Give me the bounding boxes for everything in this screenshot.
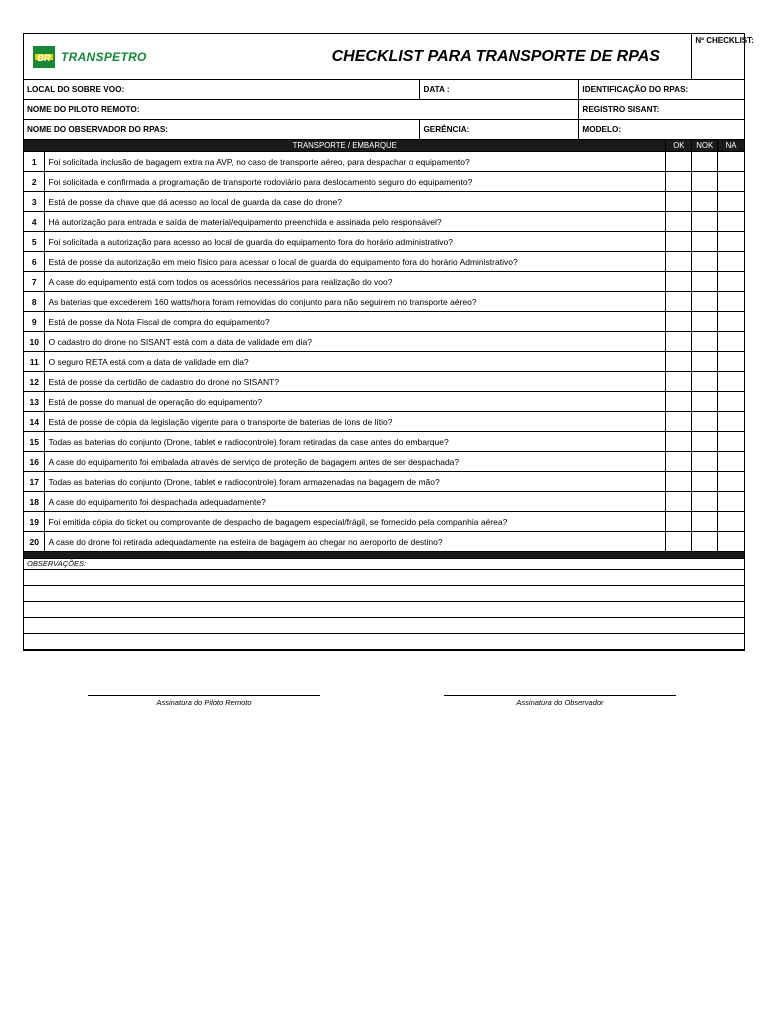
ok-checkbox[interactable]: [666, 232, 692, 252]
nok-checkbox[interactable]: [692, 432, 718, 452]
question-text: Está de posse de cópia da legislação vigente para o transporte de baterias de íons de lítio?: [45, 412, 666, 432]
question-number: 4: [24, 212, 45, 232]
table-row: [24, 352, 745, 372]
observacoes-label-row: [24, 559, 745, 570]
info-row-2: [24, 100, 745, 120]
na-checkbox[interactable]: [718, 192, 745, 212]
na-checkbox[interactable]: [718, 312, 745, 332]
transpetro-logo: [33, 46, 326, 68]
ok-checkbox[interactable]: [666, 492, 692, 512]
question-text: Foi solicitada e confirmada a programação de transporte rodoviário para deslocamento seguro do equipamento?: [45, 172, 666, 192]
nok-checkbox[interactable]: [692, 272, 718, 292]
info-row-3: [24, 120, 745, 140]
question-number: 10: [24, 332, 45, 352]
observacoes-line[interactable]: [24, 618, 745, 634]
nok-checkbox[interactable]: [692, 252, 718, 272]
table-row: [24, 452, 745, 472]
ok-header: OK: [666, 140, 692, 152]
question-text: Está de posse da Nota Fiscal de compra do equipamento?: [45, 312, 666, 332]
question-text: O seguro RETA está com a data de validade em dia?: [45, 352, 666, 372]
na-checkbox[interactable]: [718, 332, 745, 352]
na-checkbox[interactable]: [718, 292, 745, 312]
na-checkbox[interactable]: [718, 432, 745, 452]
logo-cell: [24, 34, 329, 80]
nok-checkbox[interactable]: [692, 372, 718, 392]
na-checkbox[interactable]: [718, 152, 745, 172]
nok-checkbox[interactable]: [692, 152, 718, 172]
question-number: 5: [24, 232, 45, 252]
table-row: [24, 432, 745, 452]
question-number: 16: [24, 452, 45, 472]
checklist-number-field[interactable]: Nº CHECKLIST:: [692, 34, 745, 80]
table-row: [24, 192, 745, 212]
na-checkbox[interactable]: [718, 352, 745, 372]
question-text: Foi solicitada inclusão de bagagem extra na AVP, no caso de transporte aéreo, para despachar o equipamento?: [45, 152, 666, 172]
question-text: A case do equipamento está com todos os acessórios necessários para realização do voo?: [45, 272, 666, 292]
ok-checkbox[interactable]: [666, 272, 692, 292]
question-text: Está de posse da certidão de cadastro do drone no SISANT?: [45, 372, 666, 392]
table-row: [24, 312, 745, 332]
logo-text: TRANSPETRO: [61, 49, 147, 64]
ok-checkbox[interactable]: [666, 252, 692, 272]
na-checkbox[interactable]: [718, 232, 745, 252]
question-text: Está de posse da chave que dá acesso ao local de guarda da case do drone?: [45, 192, 666, 212]
table-row: [24, 512, 745, 532]
table-row: [24, 172, 745, 192]
gerencia-field[interactable]: GERÊNCIA:: [420, 120, 579, 140]
table-row: [24, 292, 745, 312]
table-row: [24, 492, 745, 512]
na-checkbox[interactable]: [718, 472, 745, 492]
ok-checkbox[interactable]: [666, 292, 692, 312]
piloto-field[interactable]: NOME DO PILOTO REMOTO:: [24, 100, 579, 120]
section-title: TRANSPORTE / EMBARQUE: [24, 140, 666, 152]
question-text: Todas as baterias do conjunto (Drone, tablet e radiocontrole) foram armazenadas na bagagem de mão?: [45, 472, 666, 492]
question-text: Todas as baterias do conjunto (Drone, tablet e radiocontrole) foram retiradas da case antes do embarque?: [45, 432, 666, 452]
table-row: [24, 272, 745, 292]
nok-checkbox[interactable]: [692, 452, 718, 472]
question-number: 3: [24, 192, 45, 212]
observacoes-label: OBSERVAÇÕES:: [24, 559, 745, 570]
registro-field[interactable]: REGISTRO SISANT:: [579, 100, 745, 120]
question-text: Foi solicitada a autorização para acesso ao local de guarda do equipamento fora do horário administrativo?: [45, 232, 666, 252]
ok-checkbox[interactable]: [666, 372, 692, 392]
ok-checkbox[interactable]: [666, 412, 692, 432]
svg-text:BR: BR: [37, 52, 51, 63]
table-row: [24, 372, 745, 392]
table-row: [24, 332, 745, 352]
question-text: A case do equipamento foi embalada através de serviço de proteção de bagagem antes de ser despachada?: [45, 452, 666, 472]
signature-piloto: Assinatura do Piloto Remoto: [88, 695, 320, 707]
na-checkbox[interactable]: [718, 412, 745, 432]
question-number: 20: [24, 532, 45, 552]
question-text: A case do equipamento foi despachada adequadamente?: [45, 492, 666, 512]
question-number: 2: [24, 172, 45, 192]
table-row: [24, 412, 745, 432]
observacoes-line[interactable]: [24, 586, 745, 602]
table-row: [24, 532, 745, 552]
info-row-1: [24, 80, 745, 100]
modelo-field[interactable]: MODELO:: [579, 120, 745, 140]
question-number: 15: [24, 432, 45, 452]
na-checkbox[interactable]: [718, 272, 745, 292]
question-text: Há autorização para entrada e saída de material/equipamento preenchida e assinada pelo responsável?: [45, 212, 666, 232]
question-number: 9: [24, 312, 45, 332]
question-text: O cadastro do drone no SISANT está com a data de validade em dia?: [45, 332, 666, 352]
question-text: Está de posse do manual de operação do equipamento?: [45, 392, 666, 412]
question-text: A case do drone foi retirada adequadamente na esteira de bagagem ao chegar no aeroporto de destino?: [45, 532, 666, 552]
table-row: [24, 392, 745, 412]
na-header: NA: [718, 140, 745, 152]
question-text: Está de posse da autorização em meio físico para acessar o local de guarda do equipamento fora do horário Administrativo?: [45, 252, 666, 272]
table-row: [24, 212, 745, 232]
local-field[interactable]: LOCAL DO SOBRE VOO:: [24, 80, 420, 100]
question-number: 8: [24, 292, 45, 312]
question-number: 19: [24, 512, 45, 532]
na-checkbox[interactable]: [718, 252, 745, 272]
ok-checkbox[interactable]: [666, 172, 692, 192]
na-checkbox[interactable]: [718, 212, 745, 232]
ok-checkbox[interactable]: [666, 212, 692, 232]
nok-checkbox[interactable]: [692, 292, 718, 312]
signature-observador: Assinatura do Observador: [444, 695, 676, 707]
na-checkbox[interactable]: [718, 532, 745, 552]
observacoes-line[interactable]: [24, 634, 745, 651]
question-number: 12: [24, 372, 45, 392]
question-number: 7: [24, 272, 45, 292]
question-number: 14: [24, 412, 45, 432]
br-logo-icon: [33, 46, 55, 68]
identificacao-field[interactable]: IDENTIFICAÇÃO DO RPAS:: [579, 80, 745, 100]
nok-checkbox[interactable]: [692, 172, 718, 192]
observador-field[interactable]: NOME DO OBSERVADOR DO RPAS:: [24, 120, 420, 140]
na-checkbox[interactable]: [718, 452, 745, 472]
question-number: 6: [24, 252, 45, 272]
question-number: 13: [24, 392, 45, 412]
nok-checkbox[interactable]: [692, 492, 718, 512]
nok-checkbox[interactable]: [692, 512, 718, 532]
observacoes-line[interactable]: [24, 602, 745, 618]
nok-checkbox[interactable]: [692, 332, 718, 352]
ok-checkbox[interactable]: [666, 312, 692, 332]
ok-checkbox[interactable]: [666, 452, 692, 472]
ok-checkbox[interactable]: [666, 352, 692, 372]
na-checkbox[interactable]: [718, 392, 745, 412]
nok-checkbox[interactable]: [692, 192, 718, 212]
nok-checkbox[interactable]: [692, 412, 718, 432]
page-title: CHECKLIST PARA TRANSPORTE DE RPAS: [329, 34, 692, 80]
observacoes-line[interactable]: [24, 570, 745, 586]
ok-checkbox[interactable]: [666, 532, 692, 552]
ok-checkbox[interactable]: [666, 332, 692, 352]
nok-checkbox[interactable]: [692, 472, 718, 492]
nok-checkbox[interactable]: [692, 232, 718, 252]
ok-checkbox[interactable]: [666, 472, 692, 492]
nok-checkbox[interactable]: [692, 392, 718, 412]
question-text: As baterias que excederem 160 watts/hora foram removidas do conjunto para não seguirem no transporte aéreo?: [45, 292, 666, 312]
nok-checkbox[interactable]: [692, 352, 718, 372]
data-field[interactable]: DATA :: [420, 80, 579, 100]
na-checkbox[interactable]: [718, 372, 745, 392]
na-checkbox[interactable]: [718, 492, 745, 512]
checklist-table: [23, 33, 754, 651]
na-checkbox[interactable]: [718, 172, 745, 192]
ok-checkbox[interactable]: [666, 432, 692, 452]
na-checkbox[interactable]: [718, 512, 745, 532]
nok-checkbox[interactable]: [692, 532, 718, 552]
ok-checkbox[interactable]: [666, 392, 692, 412]
question-number: 18: [24, 492, 45, 512]
nok-checkbox[interactable]: [692, 312, 718, 332]
checklist-sheet: [23, 33, 754, 651]
header-row: [24, 34, 745, 80]
nok-header: NOK: [692, 140, 718, 152]
ok-checkbox[interactable]: [666, 512, 692, 532]
section-header: [24, 140, 745, 152]
section-divider: [24, 552, 745, 559]
question-text: Foi emitida cópia do ticket ou comprovante de despacho de bagagem especial/frágil, se fornecido pela companhia aérea?: [45, 512, 666, 532]
question-number: 17: [24, 472, 45, 492]
questions-body: [24, 152, 745, 552]
table-row: [24, 252, 745, 272]
table-row: [24, 472, 745, 492]
table-row: [24, 152, 745, 172]
table-row: [24, 232, 745, 252]
ok-checkbox[interactable]: [666, 192, 692, 212]
ok-checkbox[interactable]: [666, 152, 692, 172]
nok-checkbox[interactable]: [692, 212, 718, 232]
question-number: 1: [24, 152, 45, 172]
question-number: 11: [24, 352, 45, 372]
